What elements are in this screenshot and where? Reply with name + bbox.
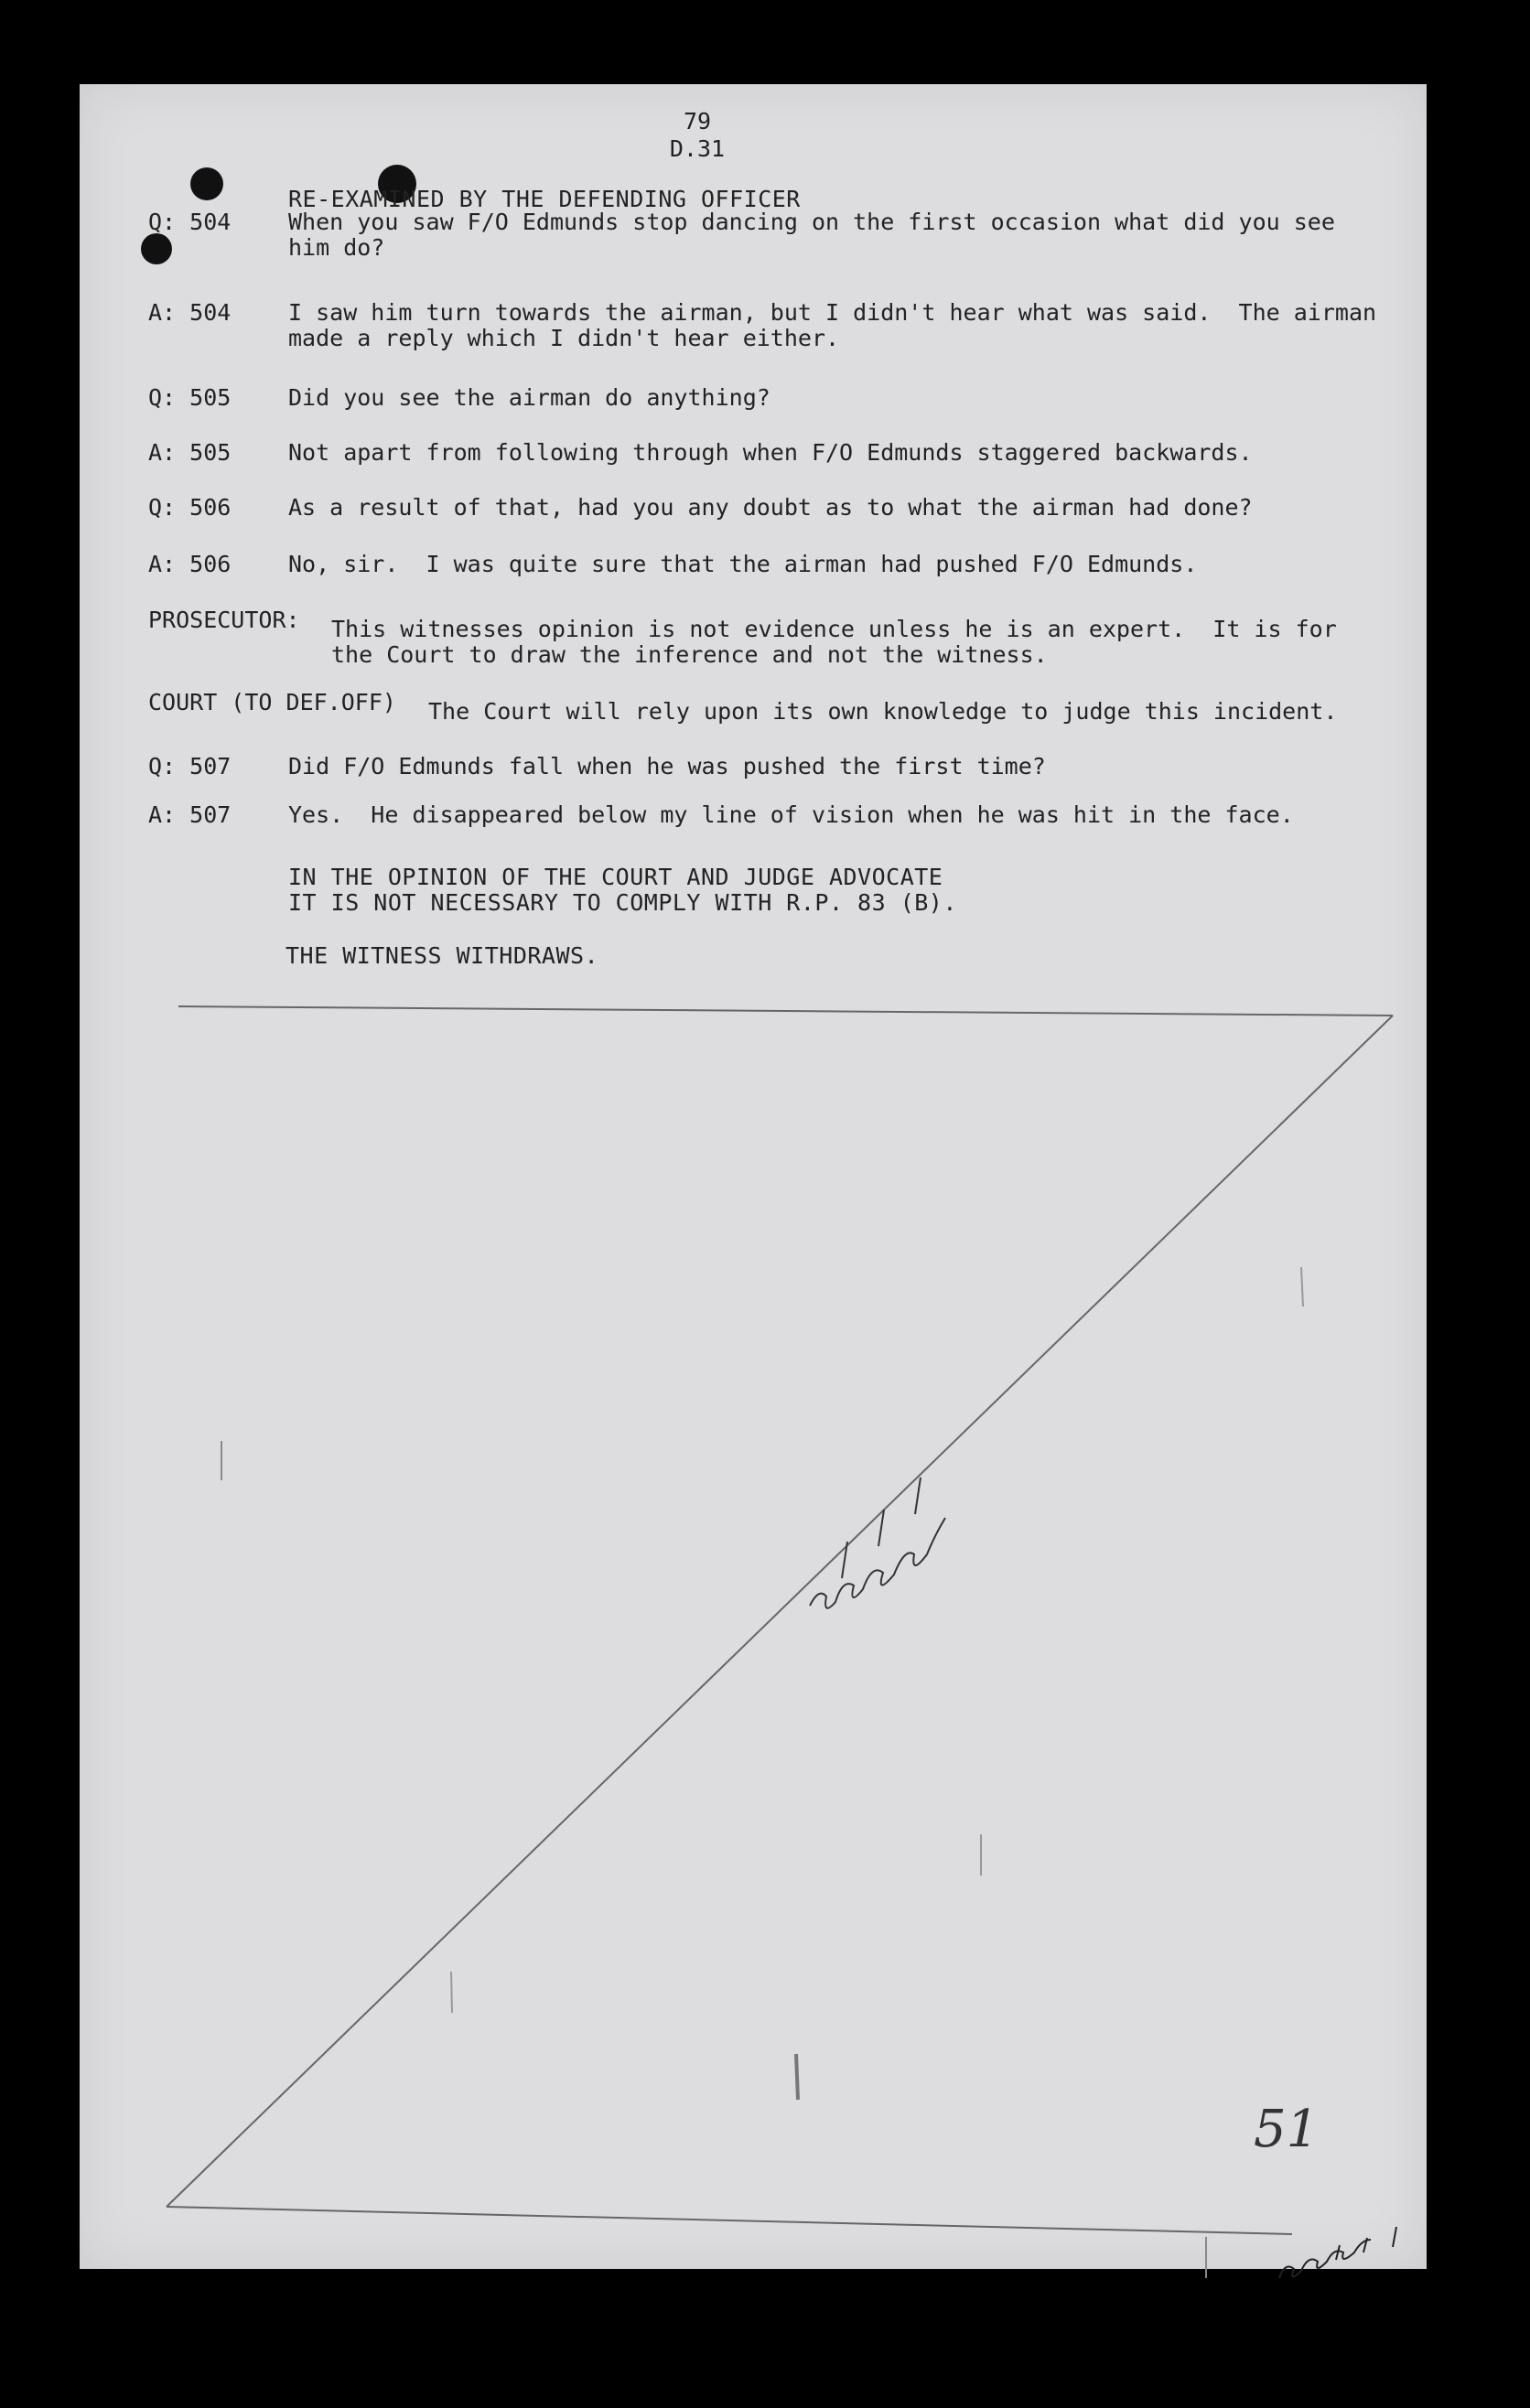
section-heading: RE-EXAMINED BY THE DEFENDING OFFICER — [288, 186, 801, 212]
qa-entry-text: As a result of that, had you any doubt as to what the airman had done? — [288, 494, 1253, 521]
qa-entry-label: A: 507 — [148, 801, 232, 828]
corner-initials — [1279, 2227, 1396, 2278]
qa-entry-text: Did F/O Edmunds fall when he was pushed the first time? — [288, 753, 1046, 779]
qa-entry-label: Q: 506 — [148, 494, 232, 521]
qa-entry-label: Q: 504 — [148, 209, 232, 235]
opinion-line-2: IT IS NOT NECESSARY TO COMPLY WITH R.P. 83 (B). — [288, 889, 957, 916]
cancellation-diagonal — [167, 1016, 1393, 2207]
qa-entry-text: made a reply which I didn't hear either. — [288, 325, 840, 351]
qa-entry-text: Did you see the airman do anything? — [288, 384, 770, 411]
qa-entry-text: him do? — [288, 234, 385, 261]
qa-entry-text: Not apart from following through when F/O Edmunds staggered backwards. — [288, 439, 1253, 466]
qa-entry-label: A: 504 — [148, 299, 232, 326]
court-statement: The Court will rely upon its own knowledge to judge this incident. — [428, 698, 1338, 725]
court-label: COURT (TO DEF.OFF) — [148, 689, 396, 715]
qa-entry-label: Q: 505 — [148, 384, 232, 411]
qa-entry-label: A: 506 — [148, 551, 232, 577]
prosecutor-line-2: the Court to draw the inference and not the witness. — [331, 641, 1048, 668]
qa-entry-label: A: 505 — [148, 439, 232, 466]
qa-entry-label: Q: 507 — [148, 753, 232, 779]
diagonal-signature — [810, 1478, 945, 1608]
qa-entry-text: Yes. He disappeared below my line of vision when he was hit in the face. — [288, 801, 1294, 828]
qa-entry-text: I saw him turn towards the airman, but I didn't hear what was said. The airman — [288, 299, 1377, 326]
witness-withdraws: THE WITNESS WITHDRAWS. — [286, 942, 599, 969]
qa-entry-text: When you saw F/O Edmunds stop dancing on the first occasion what did you see — [288, 209, 1335, 235]
page-reference: D.31 — [669, 135, 726, 162]
prosecutor-line-1: This witnesses opinion is not evidence unless he is an expert. It is for — [331, 616, 1337, 642]
qa-entry-text: No, sir. I was quite sure that the airman had pushed F/O Edmunds. — [288, 551, 1198, 577]
prosecutor-label: PROSECUTOR: — [148, 607, 300, 633]
cancellation-bottom-line — [167, 2207, 1292, 2234]
opinion-line-1: IN THE OPINION OF THE COURT AND JUDGE ADVOCATE — [288, 864, 943, 890]
page-number: 79 — [683, 108, 712, 134]
cancellation-top-line — [178, 1006, 1393, 1016]
folio-number-handwritten: 51 — [1254, 2100, 1320, 2159]
